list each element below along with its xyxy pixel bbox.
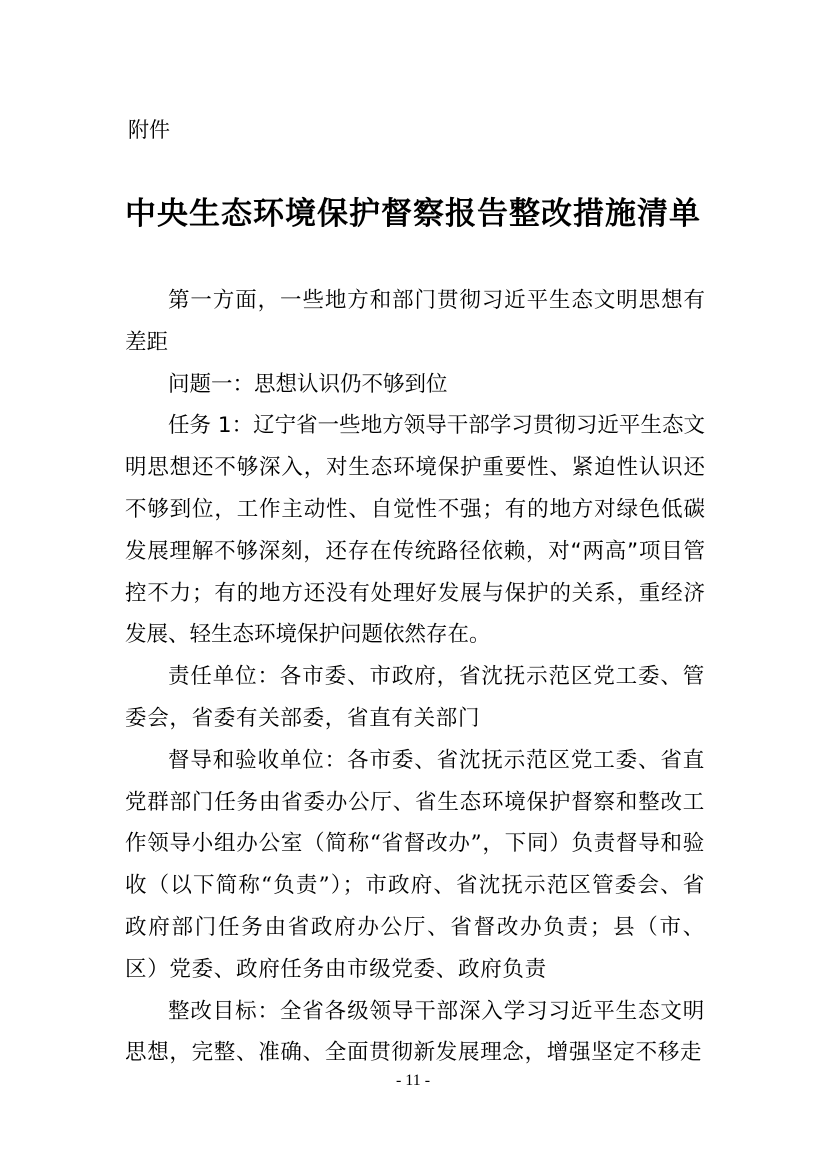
section-heading: 第一方面，一些地方和部门贯彻习近平生态文明思想有差距 xyxy=(125,288,705,355)
responsible-label: 责任单位： xyxy=(168,664,280,690)
supervise-label: 督导和验收单位： xyxy=(168,747,348,773)
responsible-paragraph xyxy=(125,656,705,740)
document-body xyxy=(125,280,705,1074)
task-paragraph: 任务 1：辽宁省一些地方领导干部学习贯彻习近平生态文明思想还不够深入，对生态环境保护重要性、紧迫性认识还不够到位，工作主动性、自觉性不强；有的地方对绿色低碳发展理解不够深刻，还存在传统路径依赖，对“两高”项目管控不力；有的地方还没有处理好发展与保护的关系，重经济发展、轻生态环境保护问题依然存在。 xyxy=(125,413,705,648)
goal-paragraph xyxy=(125,991,705,1075)
page-number: - 11 - xyxy=(395,1072,431,1089)
page-title: 中央生态环境保护督察报告整改措施清单 xyxy=(125,196,701,232)
goal-label: 整改目标： xyxy=(168,998,280,1024)
responsible-text: 各市委、市政府，省沈抚示范区党工委、管委会，省委有关部委，省直有关部门 xyxy=(125,664,705,731)
attachment-label: 附件 xyxy=(128,118,170,142)
supervise-paragraph xyxy=(125,740,705,991)
goal-text: 全省各级领导干部深入学习习近平生态文明思想，完整、准确、全面贯彻新发展理念，增强坚定不移走 xyxy=(125,998,705,1066)
problem-heading: 问题一：思想认识仍不够到位 xyxy=(168,371,448,397)
supervise-text: 各市委、省沈抚示范区党工委、省直党群部门任务由省委办公厅、省生态环境保护督察和整改工作领导小组办公室（简称“省督改办”，下同）负责督导和验收（以下简称“负责”）；市政府、省沈抚示范区管委会、省政府部门任务由省政府办公厅、省督改办负责；县（市、区）党委、政府任务由市级党委、政府负责 xyxy=(125,747,705,982)
